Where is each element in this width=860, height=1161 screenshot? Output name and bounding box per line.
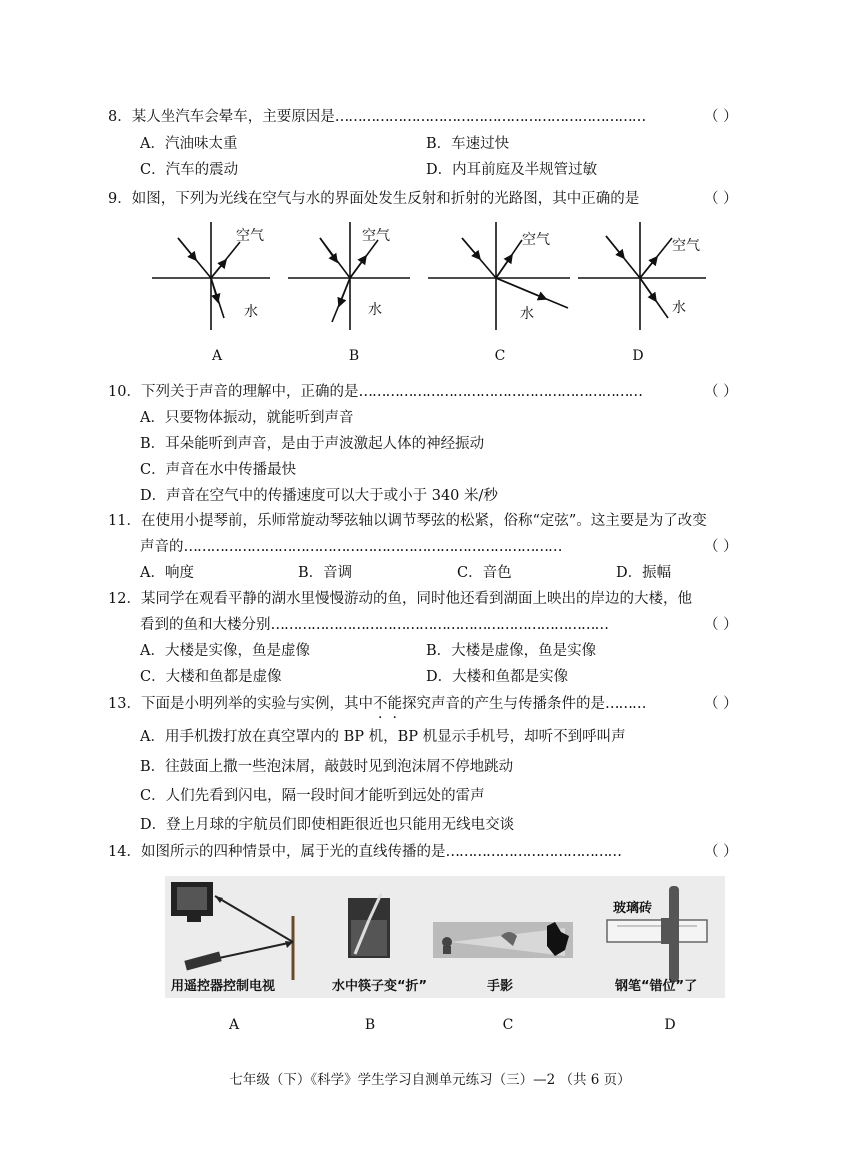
diagram-label-c: C: [494, 348, 506, 364]
water-label: 水: [672, 300, 686, 316]
leader-dots: …………………………………: [445, 844, 621, 860]
option-b: B．往鼓面上撒一些泡沫屑，敲鼓时见到泡沫屑不停地跳动: [140, 759, 514, 775]
caption-d: 钢笔“错位”了: [615, 979, 698, 994]
question-13: [108, 694, 645, 714]
question-13-stem: 13．下面是小明列举的实验与实例，其中: [108, 696, 373, 712]
option-c: C．音色: [457, 565, 512, 581]
leader-dots: …………………………………………………………………: [270, 617, 608, 633]
hand-shadow-picture: [433, 922, 573, 958]
picture-label-c: C: [502, 1017, 514, 1033]
caption-a: 用遥控器控制电视: [171, 979, 276, 994]
diagram-label-d: D: [632, 348, 644, 364]
chopstick-picture: [348, 894, 390, 958]
leader-dots: ………………………………………………………: [358, 384, 642, 400]
answer-paren: （ ）: [704, 844, 738, 860]
question-10: [108, 382, 642, 402]
option-d: D．大楼和鱼都是实像: [426, 669, 569, 685]
question-14-stem: 14．如图所示的四种情景中，属于光的直线传播的是: [108, 844, 446, 860]
caption-c: 手影: [487, 979, 514, 994]
question-11-stem: 11．在使用小提琴前，乐师常旋动琴弦轴以调节琴弦的松紧，俗称“定弦”。这主要是为了改变: [108, 513, 707, 529]
option-c: C．声音在水中传播最快: [140, 462, 297, 478]
option-b: B．大楼是虚像，鱼是实像: [426, 643, 597, 659]
answer-paren: （ ）: [704, 617, 738, 633]
caption-b: 水中筷子变“折”: [332, 979, 428, 994]
option-c: C．人们先看到闪电，隔一段时间才能听到远处的雷声: [140, 788, 485, 804]
option-b: B．音调: [298, 565, 353, 581]
air-label: 空气: [236, 228, 264, 244]
option-d: D．内耳前庭及半规管过敏: [426, 162, 598, 178]
page-footer: 七年级（下）《科学》学生学习自测单元练习（三）—2 （共 6 页）: [229, 1072, 631, 1088]
option-b: B．耳朵能听到声音，是由于声波激起人体的神经振动: [140, 436, 485, 452]
air-label: 空气: [672, 238, 700, 254]
answer-paren: （ ）: [704, 539, 738, 555]
answer-paren: （ ）: [704, 191, 738, 207]
option-d: D．振幅: [616, 565, 672, 581]
option-d: D．登上月球的宇航员们即使相距很近也只能用无线电交谈: [140, 817, 515, 833]
optics-diagrams: [0, 222, 860, 352]
question-8-stem: 8．某人坐汽车会晕车，主要原因是: [108, 109, 335, 125]
option-a: A．用手机拨打放在真空罩内的 BP 机，BP 机显示手机号，却听不到呼叫声: [140, 729, 626, 745]
water-label: 水: [520, 306, 534, 322]
answer-paren: （ ）: [704, 109, 738, 125]
option-a: A．响度: [140, 565, 194, 581]
option-a: A．只要物体振动，就能听到声音: [140, 410, 354, 426]
leader-dots: ………: [604, 696, 646, 712]
picture-label-d: D: [664, 1017, 676, 1033]
question-10-stem: 10．下列关于声音的理解中，正确的是: [108, 384, 359, 400]
question-12-stem: 12．某同学在观看平静的湖水里慢慢游动的鱼，同时他还看到湖面上映出的岸边的大楼，他: [108, 591, 692, 607]
picture-label-a: A: [228, 1017, 240, 1033]
diagram-label-a: A: [211, 348, 223, 364]
option-b: B．车速过快: [426, 136, 510, 152]
water-label: 水: [368, 302, 382, 318]
glass-brick-label: 玻璃砖: [613, 901, 653, 916]
option-d: D．声音在空气中的传播速度可以大于或小于 340 米/秒: [140, 488, 498, 504]
option-c: C．大楼和鱼都是虚像: [140, 669, 282, 685]
emphasis-text: 能: [387, 696, 402, 712]
air-label: 空气: [362, 228, 390, 244]
question-11-cont-text: 声音的: [140, 539, 184, 555]
water-label: 水: [244, 304, 258, 320]
leader-dots: …………………………………………………………………………: [183, 539, 562, 555]
option-c: C．汽车的震动: [140, 162, 239, 178]
question-12-cont: [140, 615, 608, 635]
air-label: 空气: [522, 232, 550, 248]
picture-label-b: B: [364, 1017, 376, 1033]
leader-dots: ……………………………………………………………: [334, 109, 646, 125]
diagram-label-b: B: [348, 348, 360, 364]
diagram-b: [288, 222, 410, 330]
question-12-cont-text: 看到的鱼和大楼分别: [140, 617, 271, 633]
answer-paren: （ ）: [704, 384, 738, 400]
question-9-stem: 9．如图，下列为光线在空气与水的界面处发生反射和折射的光路图，其中正确的是: [108, 191, 640, 207]
question-8: [108, 107, 645, 127]
option-a: A．汽油味太重: [140, 136, 238, 152]
question-11-cont: [140, 537, 562, 557]
scenario-pictures: [165, 876, 725, 998]
emphasis-text: 不: [372, 696, 388, 712]
option-a: A．大楼是实像，鱼是虚像: [140, 643, 310, 659]
question-13-stem-rest: 探究声音的产生与传播条件的是: [401, 696, 605, 712]
answer-paren: （ ）: [704, 696, 738, 712]
question-14: [108, 842, 621, 862]
